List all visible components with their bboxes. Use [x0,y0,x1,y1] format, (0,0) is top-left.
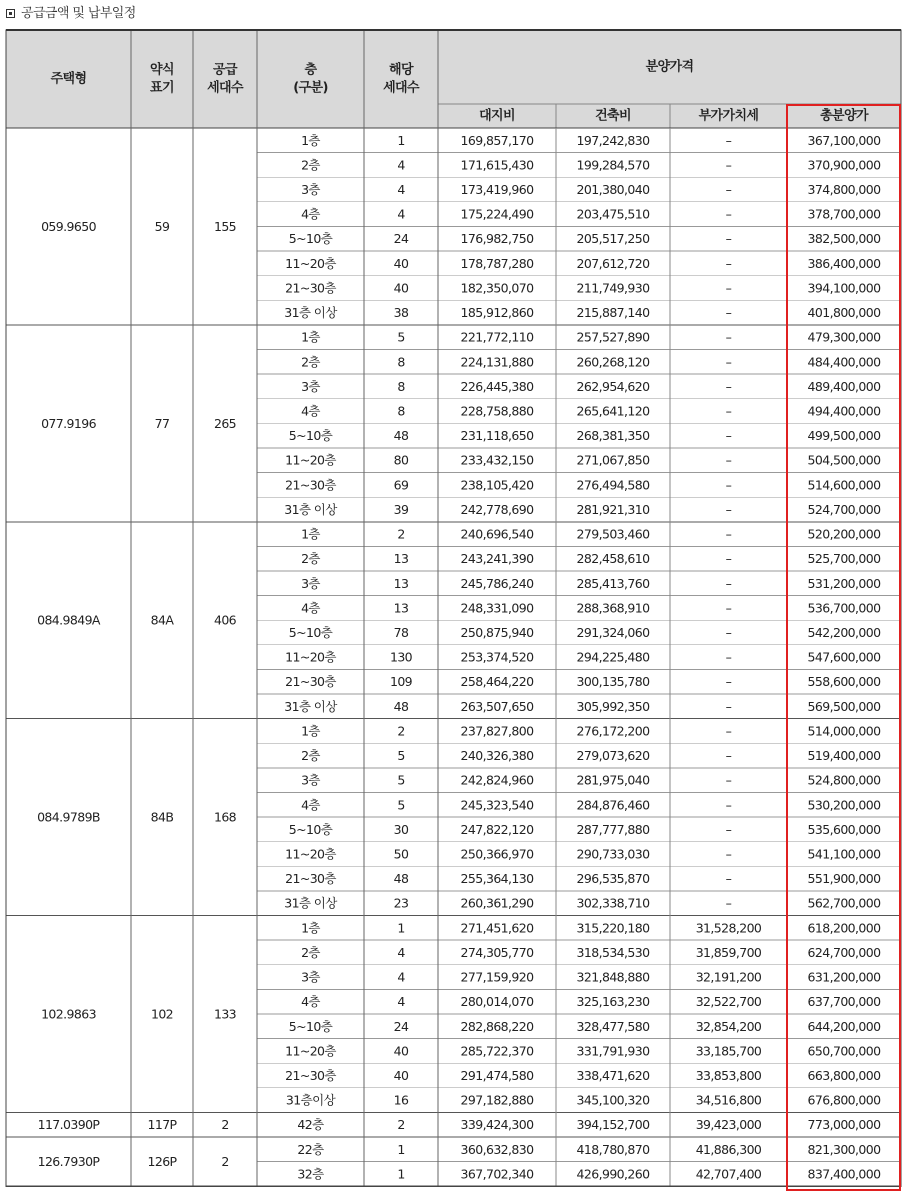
cell-floor: 31층 이상 [284,501,337,517]
cell-land: 282,868,220 [460,1018,534,1034]
cell-vat: – [725,378,732,394]
cell-land: 250,875,940 [460,625,534,641]
cell-build: 290,733,030 [576,846,650,862]
cell-units: 4 [397,994,405,1010]
cell-short: 59 [154,218,170,234]
cell-land: 280,014,070 [460,994,534,1010]
cell-units: 5 [397,329,405,345]
cell-floor: 21~30층 [285,477,336,493]
cell-total: 374,800,000 [807,182,881,198]
cell-total: 650,700,000 [807,1043,881,1059]
cell-land: 185,912,860 [460,305,534,321]
cell-build: 302,338,710 [576,895,650,911]
cell-floor: 3층 [301,969,320,985]
cell-units: 5 [397,797,405,813]
cell-vat: 39,423,000 [695,1117,762,1133]
cell-total: 520,200,000 [807,526,881,542]
cell-supply: 168 [213,809,237,825]
cell-build: 325,163,230 [576,994,650,1010]
cell-supply: 133 [213,1006,237,1022]
cell-vat: – [725,649,732,665]
cell-floor: 11~20층 [285,1043,336,1059]
cell-type: 084.9789B [37,809,100,825]
cell-total: 504,500,000 [807,452,881,468]
cell-land: 240,326,380 [460,748,534,764]
cell-floor: 11~20층 [285,255,336,271]
cell-units: 13 [393,600,409,616]
cell-total: 644,200,000 [807,1018,881,1034]
cell-vat: – [725,132,732,148]
cell-build: 282,458,610 [576,551,650,567]
cell-floor: 1층 [301,329,320,345]
cell-vat: – [725,305,732,321]
cell-build: 300,135,780 [576,674,650,690]
section-title-text: 공급금액 및 납부일정 [21,6,136,21]
cell-land: 243,241,390 [460,551,534,567]
cell-vat: 31,528,200 [695,920,762,936]
cell-total: 386,400,000 [807,255,881,271]
cell-short: 117P [147,1117,177,1133]
cell-vat: 32,191,200 [695,969,762,985]
cell-total: 499,500,000 [807,428,881,444]
cell-build: 288,368,910 [576,600,650,616]
cell-units: 4 [397,206,405,222]
cell-total: 484,400,000 [807,354,881,370]
cell-vat: – [725,797,732,813]
cell-floor: 5~10층 [288,428,333,444]
cell-total: 489,400,000 [807,378,881,394]
cell-supply: 265 [213,415,237,431]
header-short-line2: 표기 [150,80,174,96]
cell-units: 5 [397,772,405,788]
cell-vat: – [725,428,732,444]
cell-vat: – [725,280,732,296]
cell-type: 102.9863 [41,1006,96,1022]
cell-floor: 2층 [301,551,320,567]
cell-units: 130 [389,649,413,665]
cell-build: 305,992,350 [576,698,650,714]
cell-land: 224,131,880 [460,354,534,370]
cell-units: 1 [397,1166,405,1182]
cell-total: 562,700,000 [807,895,881,911]
cell-build: 203,475,510 [576,206,650,222]
cell-build: 199,284,570 [576,157,650,173]
cell-floor: 4층 [301,600,320,616]
cell-units: 4 [397,182,405,198]
cell-total: 541,100,000 [807,846,881,862]
cell-total: 378,700,000 [807,206,881,222]
cell-floor: 31층 이상 [284,895,337,911]
cell-short: 77 [154,415,170,431]
cell-build: 281,921,310 [576,501,650,517]
cell-short: 84B [150,809,174,825]
cell-land: 255,364,130 [460,871,534,887]
cell-floor: 4층 [301,206,320,222]
cell-floor: 21~30층 [285,1067,336,1083]
cell-total: 370,900,000 [807,157,881,173]
cell-build: 338,471,620 [576,1067,650,1083]
cell-units: 4 [397,944,405,960]
cell-units: 2 [397,526,405,542]
cell-units: 24 [393,1018,409,1034]
cell-units: 1 [397,132,405,148]
cell-land: 176,982,750 [460,231,534,247]
header-units-line2: 세대수 [383,80,419,96]
header-supply-line2: 세대수 [207,80,243,96]
cell-total: 637,700,000 [807,994,881,1010]
cell-units: 13 [393,575,409,591]
cell-vat: – [725,625,732,641]
cell-vat: 31,859,700 [695,944,762,960]
cell-vat: – [725,600,732,616]
cell-floor: 1층 [301,526,320,542]
cell-vat: – [725,674,732,690]
cell-build: 318,534,530 [576,944,650,960]
cell-vat: – [725,206,732,222]
cell-units: 109 [389,674,413,690]
cell-floor: 21~30층 [285,674,336,690]
cell-build: 276,494,580 [576,477,650,493]
cell-floor: 5~10층 [288,625,333,641]
cell-floor: 2층 [301,748,320,764]
cell-build: 276,172,200 [576,723,650,739]
cell-vat: 33,185,700 [695,1043,762,1059]
cell-floor: 11~20층 [285,649,336,665]
cell-vat: – [725,846,732,862]
cell-vat: 42,707,400 [695,1166,762,1182]
cell-total: 547,600,000 [807,649,881,665]
cell-units: 8 [397,378,405,394]
cell-total: 382,500,000 [807,231,881,247]
header-vat: 부가가치세 [698,108,759,124]
cell-supply: 155 [213,218,237,234]
cell-land: 360,632,830 [460,1141,534,1157]
cell-land: 258,464,220 [460,674,534,690]
cell-vat: – [725,871,732,887]
cell-units: 40 [393,1043,409,1059]
cell-land: 248,331,090 [460,600,534,616]
cell-land: 233,432,150 [460,452,534,468]
cell-units: 48 [393,428,409,444]
cell-type: 077.9196 [41,415,96,431]
header-type: 주택형 [50,71,87,87]
cell-build: 265,641,120 [576,403,650,419]
header-floor-line1: 층 [304,62,317,78]
cell-build: 287,777,880 [576,821,650,837]
cell-vat: – [725,231,732,247]
cell-units: 38 [393,305,409,321]
cell-build: 328,477,580 [576,1018,650,1034]
cell-land: 171,615,430 [460,157,534,173]
cell-units: 23 [393,895,409,911]
cell-vat: – [725,354,732,370]
cell-units: 50 [393,846,409,862]
cell-floor: 2층 [301,944,320,960]
cell-build: 268,381,350 [576,428,650,444]
cell-build: 271,067,850 [576,452,650,468]
cell-floor: 2층 [301,354,320,370]
cell-build: 205,517,250 [576,231,650,247]
cell-floor: 22층 [297,1141,324,1157]
header-price: 분양가격 [645,59,694,75]
cell-total: 519,400,000 [807,748,881,764]
cell-supply: 2 [221,1154,229,1170]
cell-total: 494,400,000 [807,403,881,419]
cell-land: 263,507,650 [460,698,534,714]
cell-vat: – [725,748,732,764]
cell-vat: – [725,526,732,542]
cell-floor: 3층 [301,378,320,394]
cell-total: 524,800,000 [807,772,881,788]
cell-land: 250,366,970 [460,846,534,862]
cell-land: 242,824,960 [460,772,534,788]
cell-units: 1 [397,1141,405,1157]
cell-units: 80 [393,452,409,468]
cell-units: 78 [393,625,409,641]
cell-total: 821,300,000 [807,1141,881,1157]
cell-floor: 3층 [301,182,320,198]
cell-land: 240,696,540 [460,526,534,542]
cell-units: 48 [393,698,409,714]
cell-vat: 32,522,700 [695,994,762,1010]
cell-floor: 1층 [301,723,320,739]
cell-land: 285,722,370 [460,1043,534,1059]
cell-land: 247,822,120 [460,821,534,837]
cell-build: 279,503,460 [576,526,650,542]
cell-total: 536,700,000 [807,600,881,616]
cell-units: 69 [393,477,409,493]
cell-total: 514,600,000 [807,477,881,493]
cell-build: 296,535,870 [576,871,650,887]
cell-build: 345,100,320 [576,1092,650,1108]
cell-floor: 21~30층 [285,280,336,296]
cell-floor: 32층 [297,1166,324,1182]
cell-units: 30 [393,821,409,837]
cell-vat: – [725,895,732,911]
cell-vat: – [725,452,732,468]
cell-floor: 3층 [301,772,320,788]
cell-land: 339,424,300 [460,1117,534,1133]
cell-floor: 1층 [301,132,320,148]
header-short-line1: 약식 [150,62,174,78]
cell-units: 1 [397,920,405,936]
cell-total: 514,000,000 [807,723,881,739]
cell-short: 84A [150,612,174,628]
cell-vat: – [725,255,732,271]
cell-land: 228,758,880 [460,403,534,419]
header-units-line1: 해당 [389,62,413,78]
cell-total: 542,200,000 [807,625,881,641]
cell-floor: 31층 이상 [284,698,337,714]
cell-total: 531,200,000 [807,575,881,591]
cell-supply: 406 [213,612,237,628]
header-build: 건축비 [595,108,631,124]
cell-supply: 2 [221,1117,229,1133]
cell-units: 40 [393,1067,409,1083]
cell-vat: – [725,551,732,567]
cell-units: 5 [397,748,405,764]
cell-land: 238,105,420 [460,477,534,493]
cell-land: 169,857,170 [460,132,534,148]
cell-land: 182,350,070 [460,280,534,296]
cell-total: 530,200,000 [807,797,881,813]
cell-total: 663,800,000 [807,1067,881,1083]
cell-build: 321,848,880 [576,969,650,985]
cell-total: 618,200,000 [807,920,881,936]
cell-build: 291,324,060 [576,625,650,641]
cell-total: 525,700,000 [807,551,881,567]
header-supply-line1: 공급 [213,62,237,78]
cell-land: 367,702,340 [460,1166,534,1182]
cell-land: 297,182,880 [460,1092,534,1108]
cell-build: 279,073,620 [576,748,650,764]
cell-vat: 34,516,800 [695,1092,762,1108]
cell-land: 173,419,960 [460,182,534,198]
cell-vat: – [725,575,732,591]
cell-total: 558,600,000 [807,674,881,690]
cell-units: 40 [393,280,409,296]
cell-short: 126P [147,1154,177,1170]
cell-build: 418,780,870 [576,1141,650,1157]
cell-land: 178,787,280 [460,255,534,271]
cell-land: 274,305,770 [460,944,534,960]
cell-vat: – [725,403,732,419]
cell-vat: – [725,477,732,493]
header-floor-line2: (구분) [293,80,328,96]
cell-units: 2 [397,1117,405,1133]
cell-short: 102 [150,1006,174,1022]
cell-total: 524,700,000 [807,501,881,517]
cell-floor: 2층 [301,157,320,173]
cell-units: 8 [397,354,405,370]
cell-vat: – [725,772,732,788]
cell-floor: 4층 [301,994,320,1010]
cell-vat: – [725,329,732,345]
cell-floor: 11~20층 [285,452,336,468]
cell-floor: 5~10층 [288,821,333,837]
cell-floor: 42층 [297,1117,324,1133]
cell-build: 426,990,260 [576,1166,650,1182]
cell-land: 175,224,490 [460,206,534,222]
cell-vat: – [725,698,732,714]
cell-type: 126.7930P [37,1154,100,1170]
cell-units: 24 [393,231,409,247]
cell-build: 315,220,180 [576,920,650,936]
cell-units: 39 [393,501,409,517]
cell-build: 281,975,040 [576,772,650,788]
cell-type: 059.9650 [41,218,96,234]
cell-total: 624,700,000 [807,944,881,960]
cell-units: 13 [393,551,409,567]
cell-units: 48 [393,871,409,887]
cell-land: 291,474,580 [460,1067,534,1083]
cell-units: 2 [397,723,405,739]
cell-land: 221,772,110 [460,329,534,345]
cell-land: 245,323,540 [460,797,534,813]
cell-build: 285,413,760 [576,575,650,591]
cell-units: 8 [397,403,405,419]
cell-total: 551,900,000 [807,871,881,887]
cell-land: 277,159,920 [460,969,534,985]
cell-build: 262,954,620 [576,378,650,394]
cell-land: 231,118,650 [460,428,534,444]
cell-units: 4 [397,969,405,985]
cell-floor: 11~20층 [285,846,336,862]
cell-type: 117.0390P [37,1117,100,1133]
cell-total: 394,100,000 [807,280,881,296]
cell-total: 535,600,000 [807,821,881,837]
header-total: 총분양가 [820,108,868,124]
cell-vat: 32,854,200 [695,1018,762,1034]
cell-vat: – [725,723,732,739]
cell-floor: 3층 [301,575,320,591]
header-land: 대지비 [479,108,515,124]
cell-build: 257,527,890 [576,329,650,345]
cell-floor: 31층 이상 [284,305,337,321]
cell-type: 084.9849A [37,612,100,628]
cell-total: 676,800,000 [807,1092,881,1108]
cell-units: 40 [393,255,409,271]
cell-floor: 21~30층 [285,871,336,887]
cell-land: 271,451,620 [460,920,534,936]
cell-build: 331,791,930 [576,1043,650,1059]
table-border [6,30,901,1186]
cell-floor: 5~10층 [288,1018,333,1034]
cell-build: 207,612,720 [576,255,650,271]
cell-total: 479,300,000 [807,329,881,345]
cell-land: 253,374,520 [460,649,534,665]
cell-floor: 1층 [301,920,320,936]
cell-vat: – [725,182,732,198]
cell-land: 226,445,380 [460,378,534,394]
cell-build: 201,380,040 [576,182,650,198]
cell-build: 260,268,120 [576,354,650,370]
cell-total: 631,200,000 [807,969,881,985]
cell-total: 367,100,000 [807,132,881,148]
cell-build: 284,876,460 [576,797,650,813]
cell-total: 773,000,000 [807,1117,881,1133]
cell-floor: 4층 [301,403,320,419]
cell-total: 401,800,000 [807,305,881,321]
cell-total: 837,400,000 [807,1166,881,1182]
cell-land: 237,827,800 [460,723,534,739]
cell-vat: 41,886,300 [695,1141,762,1157]
cell-total: 569,500,000 [807,698,881,714]
cell-land: 260,361,290 [460,895,534,911]
cell-land: 242,778,690 [460,501,534,517]
cell-floor: 5~10층 [288,231,333,247]
header-background [6,30,901,128]
cell-vat: – [725,157,732,173]
cell-build: 215,887,140 [576,305,650,321]
cell-build: 394,152,700 [576,1117,650,1133]
cell-floor: 4층 [301,797,320,813]
cell-build: 211,749,930 [576,280,650,296]
cell-units: 4 [397,157,405,173]
cell-floor: 31층이상 [285,1092,336,1108]
cell-build: 294,225,480 [576,649,650,665]
cell-units: 16 [393,1092,409,1108]
cell-build: 197,242,830 [576,132,650,148]
cell-vat: – [725,821,732,837]
cell-land: 245,786,240 [460,575,534,591]
cell-vat: 33,853,800 [695,1067,762,1083]
cell-vat: – [725,501,732,517]
